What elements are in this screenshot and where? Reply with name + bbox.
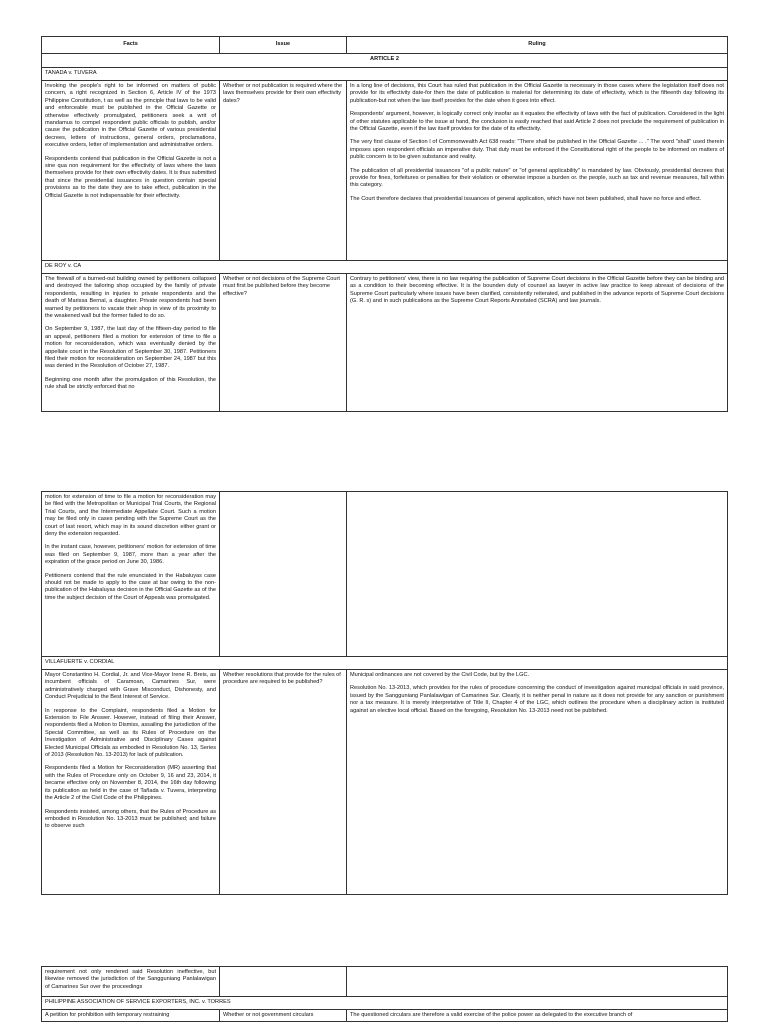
ruling-paragraph: In a long line of decisions, this Court has ruled that publication in the Official Gazette is necessary in those cases where the legislation itself does not provide for its effectivity date-for then the date of publication is material for determining its date of effectivity, which is the fifteenth day following its publication-but not when the law itself provides for the date when it goes into effect. (350, 83, 724, 104)
issue-cell (220, 967, 347, 997)
case-row-deroy-cont (42, 492, 728, 657)
facts-paragraph: Invoking the people's right to be informed on matters of public concern, a right recognized in Section 6, Article IV of the 1973 Philippine Constitution, t as well as the principle that laws to be valid and enforceable must be published in the Official Gazette or otherwise effectively promulgated, petitioners seek a writ of mandamus to compel respondent public officials to publish, and/or cause the publication in the Official Gazette of various presidential decrees, letters of instructions, general orders, proclamations, executive orders, letter of implementation and administrative orders. (45, 83, 216, 149)
ruling-paragraph: The very first clause of Section l of Commonwealth Act 638 reads: "There shall be published in the Official Gazette ... ." The word "shall" used therein imposes upon respondent officials an imperative duty. That duty must be enforced if the Constitutional right of the people to be informed on matters of public concern is to be given substance and reality. (350, 139, 724, 161)
ruling-paragraph: Respondents' argument, however, is logically correct only insofar as it equates the effectivity of laws with the fact of publication. Considered in the light of other statutes applicable to the issue at hand, the conclusion is easily reached that said Article 2 does not preclude the requirement of publication in the Official Gazette, even if the law itself provides for the date of its effectivity. (350, 111, 724, 133)
case-title-tanada: TANADA v. TUVERA (42, 68, 728, 81)
case-row-tanada (42, 81, 728, 261)
facts-cell (42, 81, 220, 261)
case-title-row (42, 68, 728, 81)
facts-paragraph: In the instant case, however, petitioners' motion for extension of time was filed on September 9, 1987, more than a year after the expiration of the grace period on June 30, 1986. (45, 544, 216, 566)
facts-paragraph: Respondents insisted, among others, that the Rules of Procedure as embodied in Resolution No. 13-2013 must be published; and failure to observe such (45, 808, 216, 830)
facts-paragraph: Respondents filed a Motion for Reconsideration (MR) asserting that with the Rules of Procedure only on October 9, 16 and 23, 2014, it became effective only on November 8, 2014, the 16th day following its publication as held in the case of Tañada v. Tuvera, interpreting the Article 2 of the Civil Code of the Philippines. (45, 765, 216, 802)
facts-paragraph: Petitioners contend that the rule enunciated in the Habaluyas case should not be made to apply to the case at bar owing to the non-publication of the Habaluyas decision in the Official Gazette as of the time the subject decision of the Court of Appeals was promulgated. (45, 572, 216, 601)
facts-paragraph: motion for extension of time to file a motion for reconsideration may be filed with the Metropolitan or Municipal Trial Courts, the Regional Trial Courts, and the Intermediate Appellate Court. Such a motion may be filed only in cases pending with the Supreme Court as the court of last resort, which may in its sound discretion either grant or deny the extension requested. (45, 494, 216, 538)
issue-cell (220, 274, 347, 412)
ruling-paragraph: Municipal ordinances are not covered by the Civil Code, but by the LGC. (350, 672, 530, 678)
issue-cell (220, 1010, 347, 1022)
facts-cell (42, 1010, 220, 1022)
ruling-paragraph: The questioned circulars are therefore a valid exercise of the police power as delegated to the executive branch of (350, 1012, 633, 1018)
facts-cell (42, 670, 220, 895)
ruling-cell (347, 967, 728, 997)
facts-paragraph: A petition for prohibition with temporary restraining (45, 1012, 170, 1018)
ruling-cell (347, 670, 728, 895)
case-title-villafuerte: VILLAFUERTE v. CORDIAL (42, 657, 728, 670)
facts-cell (42, 274, 220, 412)
issue-text: Whether or not decisions of the Supreme Court must first be published before they become effective? (223, 276, 340, 297)
facts-cell (42, 967, 220, 997)
ruling-paragraph: Contrary to petitioners' view, there is no law requiring the publication of Supreme Court decisions in the Official Gazette before they can be binding and as a condition to their becoming effective. It is the bounden duty of counsel as lawyer in active law practice to keep abreast of decisions of the Supreme Court particularly where issues have been clarified, consistently reiterated, and published in the advance reports of Supreme Court decisions (G. R. s) and in such publications as the Supreme Court Reports Annotated (SCRA) and law journals. (350, 276, 724, 305)
ruling-paragraph: The Court therefore declares that presidential issuances of general application, which have not been published, shall have no force and effect. (350, 195, 702, 202)
issue-cell (220, 492, 347, 657)
case-title-row (42, 261, 728, 274)
case-digest-table (41, 491, 728, 895)
case-title-row (42, 657, 728, 670)
section-title: ARTICLE 2 (42, 54, 728, 68)
facts-paragraph: On September 9, 1987, the last day of the fifteen-day period to file an appeal, petitioners filed a motion for extension of time to file a motion for reconsideration, which was eventually denied by the appellate court in the Resolution of September 30, 1987. Petitioners filed their motion for reconsideration on September 24, 1987 but this was denied in the Resolution of October 27, 1987. (45, 326, 216, 370)
facts-cell (42, 492, 220, 657)
facts-paragraph: Beginning one month after the promulgation of this Resolution, the rule shall be strictly enforced that no (45, 376, 216, 391)
facts-paragraph: The firewall of a burned-out building owned by petitioners collapsed and destroyed the tailoring shop occupied by the family of private respondents, resulting in injuries to private respondents and the death of Marissa Bernal, a daughter. Private respondents had been warned by petitioners to vacate their shop in view of its proximity to the weakened wall but the former failed to do so. (45, 276, 216, 320)
facts-paragraph: requirement not only rendered said Resolution ineffective, but likewise removed the jurisdiction of the Sangguniang Panlalawigan of Camarines Sur over the proceedings (45, 969, 216, 990)
section-row (42, 54, 728, 68)
facts-header: Facts (42, 37, 220, 54)
case-digest-table (41, 36, 728, 412)
issue-cell (220, 81, 347, 261)
case-title-pase: PHILIPPINE ASSOCIATION OF SERVICE EXPORTERS, INC. v. TORRES (42, 997, 728, 1010)
issue-header: Issue (220, 37, 347, 54)
facts-paragraph: Mayor Constantino H. Cordial, Jr. and Vice-Mayor Irene R. Breis, as incumbent officials of Caramoan, Camarines Sur, were administratively charged with Grave Misconduct, Dishonesty, and Conduct Prejudicial to the Best Interest of Service. (45, 672, 216, 701)
ruling-header: Ruling (347, 37, 728, 54)
facts-paragraph: Respondents contend that publication in the Official Gazette is not a sine qua non requirement for the effectivity of laws where the laws themselves provide for their own effectivity dates. It is thus submitted that since the presidential issuances in question contain special provisions as to the date they are to take effect, publication in the Official Gazette is not indispensable for their effectivity. (45, 155, 216, 199)
header-row (42, 37, 728, 54)
facts-paragraph: In response to the Complaint, respondents filed a Motion for Extension to File Answer. However, instead of filing their Answer, respondents filed a Motion to Dismiss, assailing the jurisdiction of the Special Committee, as well as its Rules of Procedure on the Investigation of Administrative and Disciplinary Cases against Elected Municipal Officials as embodied in Resolution No. 13, Series of 2013 (Resolution No. 13-2013) for lack of publication. (45, 707, 216, 759)
case-digest-table (41, 966, 728, 1022)
ruling-paragraph: The publication of all presidential issuances "of a public nature" or "of general applicability" is mandated by law. Obviously, presidential decrees that provide for fines, forfeitures or penalties for their violation or otherwise impose a burden or. the people, such as tax and revenue measures, fall within this category. (350, 167, 724, 189)
issue-text: Whether or not government circulars (223, 1012, 314, 1018)
ruling-paragraph: Resolution No. 13-2013, which provides for the rules of procedure concerning the conduct of investigation against municipal officials in said province, issued by the Sangguniang Panlalawigan of Camarines Sur. Clearly, it is neither penal in nature as it does not provide for any sanction or punishment nor a tax measure. It is merely interpretative of Title II, Chapter 4 of the LGC, which outlines the procedure when a disciplinary action is instituted against an elective local official. Based on the foregoing, Resolution No. 13-2013 need not be published. (350, 685, 724, 714)
ruling-cell (347, 274, 728, 412)
case-row-pase (42, 1010, 728, 1022)
ruling-cell (347, 1010, 728, 1022)
case-row-villafuerte (42, 670, 728, 895)
issue-text: Whether or not publication is required where the laws themselves provide for their own effectivity dates? (223, 83, 343, 104)
case-title-deroy: DE ROY v. CA (42, 261, 728, 274)
issue-cell (220, 670, 347, 895)
case-row-deroy (42, 274, 728, 412)
case-row-villafuerte-cont (42, 967, 728, 997)
case-title-row (42, 997, 728, 1010)
issue-text: Whether resolutions that provide for the rules of procedure are required to be published? (223, 672, 341, 686)
ruling-cell (347, 492, 728, 657)
ruling-cell (347, 81, 728, 261)
